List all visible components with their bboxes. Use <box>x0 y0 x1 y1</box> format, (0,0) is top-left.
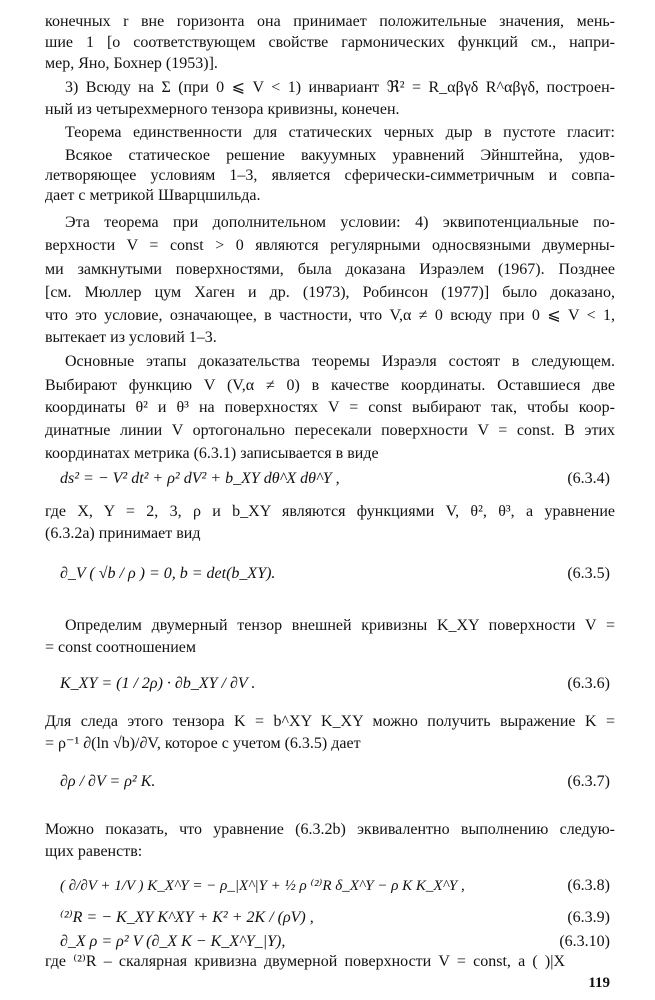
equation: ds² = − V² dt² + ρ² dV² + b_XY dθ^X dθ^Y , <box>60 470 340 487</box>
text-line: динатные линии V ортогонально пересекали поверхности V = const. В этих <box>45 422 615 439</box>
text-line: Основные этапы доказательства теоремы Израэля состоят в следующем. <box>65 353 615 370</box>
text-line: координатах метрика (6.3.1) записывается в виде <box>45 445 379 462</box>
page-number: 119 <box>588 975 610 991</box>
text-line: = ρ⁻¹ ∂(ln √b)/∂V, которое с учетом (6.3.5) дает <box>45 735 361 752</box>
text-line: Определим двумерный тензор внешней кривизны K_XY поверхности V = <box>65 617 615 634</box>
text-line: верхности V = const > 0 являются регулярными односвязными двумерны- <box>45 237 615 254</box>
equation-number: (6.3.7) <box>567 773 610 790</box>
equation-number: (6.3.8) <box>567 877 610 894</box>
equation: ∂_X ρ = ρ² V (∂_X K − K_X^Y_|Y), <box>60 933 286 950</box>
equation-number: (6.3.4) <box>567 470 610 487</box>
text-line: Всякое статическое решение вакуумных уравнений Эйнштейна, удов- <box>65 147 615 164</box>
equation: ∂ρ / ∂V = ρ² K. <box>60 773 156 790</box>
equation-number: (6.3.9) <box>567 909 610 926</box>
text-line: что это условие, означающее, в частности, что V,α ≠ 0 всюду при 0 ⩽ V < 1, <box>45 307 615 324</box>
text-line: Выбирают функцию V (V,α ≠ 0) в качестве координаты. Оставшиеся две <box>45 377 615 394</box>
text-line: Можно показать, что уравнение (6.3.2b) эквивалентно выполнению следую- <box>45 821 615 838</box>
text-line: щих равенств: <box>45 843 143 860</box>
theorem-heading: Теорема единственности для статических черных дыр в пустоте гласит: <box>65 124 615 141</box>
equation-number: (6.3.10) <box>559 933 610 950</box>
text-line: вытекает из условий 1–3. <box>45 329 217 346</box>
text-line: координаты θ² и θ³ на поверхностях V = const выбирают так, чтобы коор- <box>45 399 615 416</box>
text-line: 3) Всюду на Σ (при 0 ⩽ V < 1) инвариант ℜ² = R_αβγδ R^αβγδ, построен- <box>65 79 615 96</box>
equation-number: (6.3.6) <box>567 675 610 692</box>
text-line: дает с метрикой Шварцшильда. <box>45 187 261 204</box>
text-line: где ⁽²⁾R – скалярная кривизна двумерной поверхности V = const, а ( )|X <box>45 953 565 970</box>
text-line: ный из четырехмерного тензора кривизны, конечен. <box>45 101 400 118</box>
text-line: [см. Мюллер цум Хаген и др. (1973), Робинсон (1977)] было доказано, <box>45 284 615 301</box>
text-line: ми замкнутыми поверхностями, была доказана Израэлем (1967). Позднее <box>45 261 615 278</box>
text-line: = const соотношением <box>45 639 197 656</box>
text-line: Эта теорема при дополнительном условии: 4) эквипотенциальные по- <box>65 214 615 231</box>
text-line: шие 1 [о соответствующем свойстве гармонических функций см., напри- <box>45 34 615 51</box>
text-line: (6.3.2a) принимает вид <box>45 525 201 542</box>
equation: K_XY = (1 / 2ρ) · ∂b_XY / ∂V . <box>60 675 256 692</box>
text-line: летворяющее условиям 1–3, является сферически-симметричным и совпа- <box>45 167 615 184</box>
equation: ∂_V ( √b / ρ ) = 0, b = det(b_XY). <box>60 565 276 582</box>
equation: ( ∂/∂V + 1/V ) K_X^Y = − ρ_|X^|Y + ½ ρ ⁽²⁾R δ_X^Y − ρ K K_X^Y , <box>60 878 465 894</box>
equation-number: (6.3.5) <box>567 565 610 582</box>
text-line: где X, Y = 2, 3, ρ и b_XY являются функциями V, θ², θ³, а уравнение <box>45 503 615 520</box>
text-line: конечных r вне горизонта она принимает положительные значения, мень- <box>45 13 615 30</box>
equation: ⁽²⁾R = − K_XY K^XY + K² + 2K / (ρV) , <box>60 909 314 926</box>
text-line: Для следа этого тензора K = b^XY K_XY можно получить выражение K = <box>45 713 615 730</box>
text-line: мер, Яно, Бохнер (1953)]. <box>45 55 218 72</box>
